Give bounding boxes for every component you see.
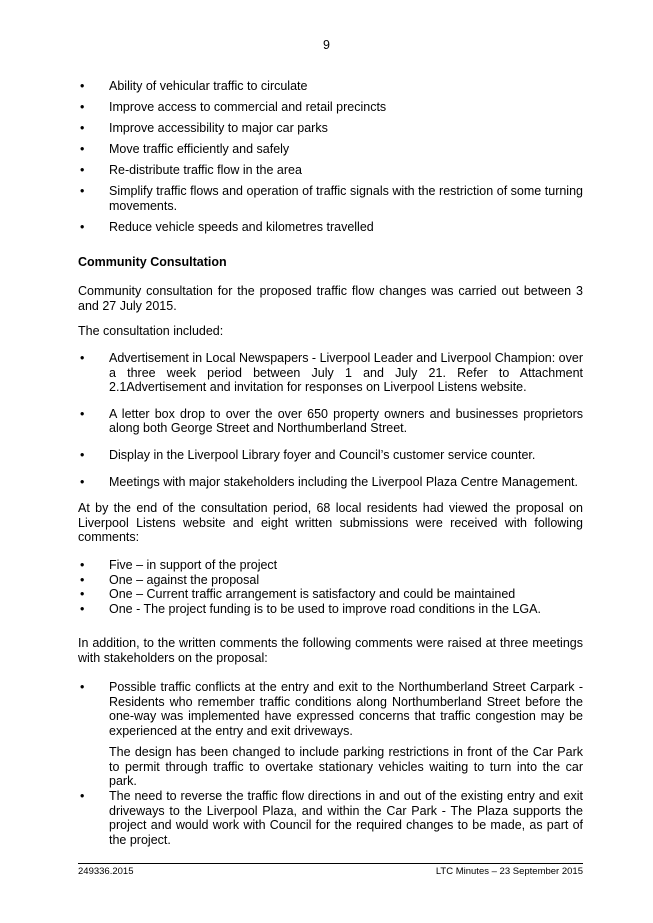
objectives-list	[78, 79, 583, 235]
page-number: 9	[323, 38, 330, 52]
meeting-comments-list-1	[78, 680, 583, 738]
list-item: • Simplify traffic flows and operation of traffic signals with the restriction of some turning movements.	[78, 184, 583, 213]
list-item: • Advertisement in Local Newspapers - Liverpool Leader and Liverpool Champion: over a three week period between July 1 and July 21. Refer to Attachment 2.1Advertisement and invitation for responses on Liverpool Listens website.	[78, 351, 583, 395]
list-item: • Reduce vehicle speeds and kilometres travelled	[78, 220, 583, 235]
list-item: • Display in the Liverpool Library foyer and Council’s customer service counter.	[78, 448, 583, 463]
list-item: • Ability of vehicular traffic to circulate	[78, 79, 583, 94]
list-item: • Re-distribute traffic flow in the area	[78, 163, 583, 178]
list-item: • Improve accessibility to major car parks	[78, 121, 583, 136]
list-item: • One - The project funding is to be used to improve road conditions in the LGA.	[78, 602, 583, 617]
intro-paragraph: Community consultation for the proposed traffic flow changes was carried out between 3 and 27 July 2015.	[78, 284, 583, 313]
section-heading: Community Consultation	[78, 255, 227, 269]
list-item: • Possible traffic conflicts at the entry and exit to the Northumberland Street Carpark - Residents who remember traffic conditions along Northumberland Street before the one-way was implemented have expressed concerns that traffic congestion may be experienced at the entry and exit driveways.	[78, 680, 583, 738]
list-item: • Five – in support of the project	[78, 558, 583, 573]
list-item: • One – Current traffic arrangement is satisfactory and could be maintained	[78, 587, 583, 602]
list-item: • Improve access to commercial and retail precincts	[78, 100, 583, 115]
footer-doc-id: 249336.2015	[78, 866, 134, 877]
included-intro: The consultation included:	[78, 324, 224, 338]
meeting-comments-list-2	[78, 789, 583, 847]
design-response: The design has been changed to include parking restrictions in front of the Car Park to permit through traffic to overtake stationary vehicles waiting to turn into the car park.	[109, 745, 583, 789]
list-item: • A letter box drop to over the over 650 property owners and businesses proprietors along both George Street and Northumberland Street.	[78, 407, 583, 436]
list-item: • The need to reverse the traffic flow directions in and out of the existing entry and exit driveways to the Liverpool Plaza, and within the Car Park - The Plaza supports the project and would work with Council for the required changes to be made, as part of the project.	[78, 789, 583, 847]
results-paragraph: At by the end of the consultation period, 68 local residents had viewed the proposal on Liverpool Listens website and eight written submissions were received with following comments:	[78, 501, 583, 545]
footer-divider	[78, 863, 583, 864]
comments-list	[78, 558, 583, 616]
list-item: • One – against the proposal	[78, 573, 583, 588]
consultation-list	[78, 351, 583, 489]
list-item: • Meetings with major stakeholders including the Liverpool Plaza Centre Management.	[78, 475, 583, 490]
footer-title: LTC Minutes – 23 September 2015	[435, 866, 583, 877]
list-item: • Move traffic efficiently and safely	[78, 142, 583, 157]
addition-paragraph: In addition, to the written comments the following comments were raised at three meetings with stakeholders on the proposal:	[78, 636, 583, 665]
